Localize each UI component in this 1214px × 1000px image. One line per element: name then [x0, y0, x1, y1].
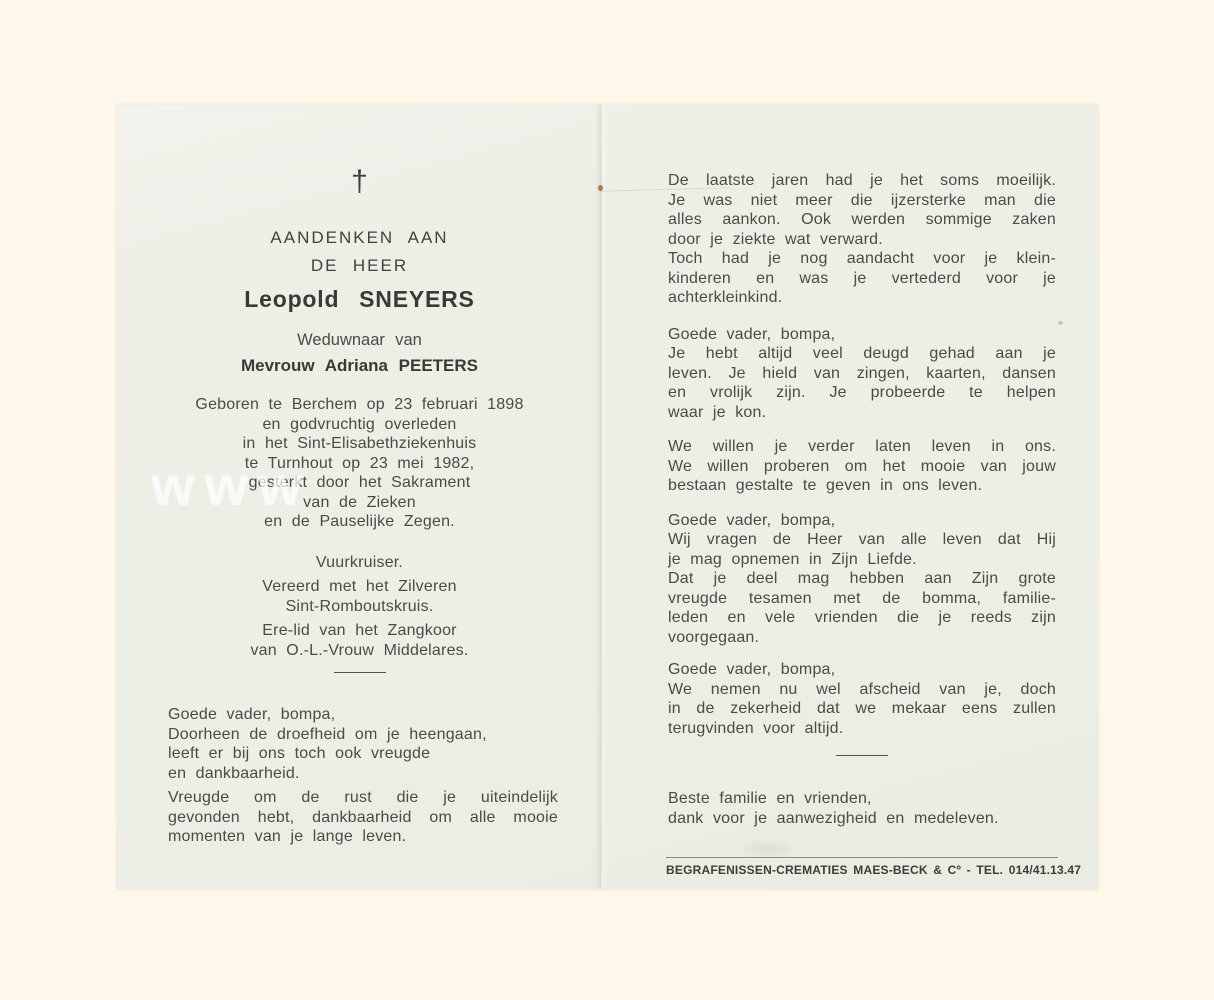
section-divider-right: [836, 755, 888, 756]
text-line: De laatste jaren had je het soms moeilijk.: [668, 172, 1056, 189]
text-line: leden en vele vrienden die je reeds zijn: [668, 609, 1056, 626]
text-line: Geboren te Berchem op 23 februari 1898: [195, 396, 524, 413]
farewell-paragraph: [668, 680, 1056, 739]
text-line: We willen je verder laten leven in ons.: [668, 438, 1056, 455]
undertaker-contact-line: BEGRAFENISSEN-CREMATIES MAES-BECK & Cº - TEL. 014/41.13.47: [666, 863, 1082, 877]
text-line: Beste familie en vrienden,: [668, 790, 872, 807]
right-page: [602, 105, 1098, 889]
text-line: waar je kon.: [668, 403, 767, 421]
text-line: We nemen nu wel afscheid van je, doch: [668, 680, 1056, 698]
text-line: je mag opnemen in Zijn Liefde.: [668, 550, 917, 568]
text-line: door je ziekte wat verward.: [668, 230, 883, 248]
memorial-header-line1: AANDENKEN AAN: [270, 228, 449, 247]
closing-paragraph-1: [168, 705, 558, 783]
relation-line: Weduwnaar van: [297, 331, 422, 349]
text-line: Goede vader, bompa,: [168, 706, 336, 723]
text-line: achterkleinkind.: [668, 289, 783, 306]
live-on-paragraph: [668, 437, 1056, 496]
address-line-1: [668, 325, 1056, 345]
intro-paragraph: [668, 171, 1056, 249]
text-line: gesterkt door het Sakrament: [248, 474, 471, 491]
reunion-heaven-paragraph: [668, 569, 1056, 647]
text-line: Dat je deel mag hebben aan Zijn grote: [668, 570, 1056, 587]
text-line: van de Zieken: [303, 493, 416, 511]
memorial-card: [117, 105, 1098, 889]
text-line: alles aankon. Ook werden sommige zaken: [668, 211, 1056, 228]
text-line: We willen proberen om het mooie van jouw: [668, 457, 1056, 475]
honor-choir-membership: [117, 621, 602, 660]
text-line: Doorheen de droefheid om je heengaan,: [168, 725, 487, 743]
text-line: gevonden hebt, dankbaarheid om alle mooie: [168, 808, 558, 826]
undertaker-footer: [666, 857, 1082, 877]
thanks-paragraph: [668, 789, 1056, 828]
text-line: en godvruchtig overleden: [262, 415, 457, 433]
text-line: Vreugde om de rust die je uiteindelijk: [168, 789, 558, 806]
left-page: [117, 105, 602, 889]
text-line: en de Pauselijke Zegen.: [264, 513, 455, 530]
text-line: te Turnhout op 23 mei 1982,: [244, 454, 475, 472]
text-line: voorgegaan.: [668, 628, 760, 646]
text-line: terugvinden voor altijd.: [668, 719, 844, 737]
text-line: Goede vader, bompa,: [668, 511, 836, 529]
text-line: en dankbaarheid.: [168, 764, 300, 782]
text-line: Vuurkruiser.: [315, 553, 404, 571]
text-line: momenten van je lange leven.: [168, 828, 407, 845]
text-line: bestaan gestalte te geven in ons leven.: [668, 477, 983, 494]
text-line: en vrolijk zijn. Je probeerde te helpen: [668, 384, 1056, 401]
prayer-paragraph: [668, 530, 1056, 569]
cross-icon: †: [351, 165, 368, 198]
honor-silver-cross: [117, 577, 602, 616]
text-line: vreugde tesamen met de bomma, familie-: [668, 589, 1056, 607]
memorial-header-line2: DE HEER: [310, 256, 409, 275]
life-joy-paragraph: [668, 344, 1056, 422]
text-line: Goede vader, bompa,: [668, 325, 836, 343]
scan-watermark: www: [151, 454, 312, 517]
text-line: Sint-Romboutskruis.: [285, 597, 434, 615]
honor-vuurkruiser: [117, 553, 602, 573]
deceased-name: Leopold SNEYERS: [244, 286, 475, 312]
closing-paragraph-2: [168, 788, 558, 847]
text-line: van O.-L.-Vrouw Middelares.: [250, 641, 469, 659]
biography-block: [117, 395, 602, 532]
grandchildren-paragraph: [668, 249, 1056, 308]
text-line: dank voor je aanwezigheid en medeleven.: [668, 809, 999, 827]
text-line: Ere-lid van het Zangkoor: [262, 622, 457, 639]
left-closing-section: [168, 705, 558, 847]
text-line: Goede vader, bompa,: [668, 661, 836, 678]
text-line: Je was niet meer die ijzersterke man die: [668, 191, 1056, 209]
spouse-name: Mevrouw Adriana PEETERS: [240, 356, 479, 375]
text-line: Wij vragen de Heer van alle leven dat Hij: [668, 531, 1056, 548]
text-line: kinderen en was je vertederd voor je: [668, 269, 1056, 287]
text-line: Je hebt altijd veel deugd gehad aan je: [668, 345, 1056, 362]
address-line-3: [668, 660, 1056, 680]
address-line-2: [668, 511, 1056, 531]
text-line: in de zekerheid dat we mekaar eens zullen: [668, 700, 1056, 717]
text-line: leeft er bij ons toch ook vreugde: [168, 745, 431, 762]
text-line: Toch had je nog aandacht voor je klein-: [668, 250, 1056, 267]
text-line: leven. Je hield van zingen, kaarten, dansen: [668, 364, 1056, 382]
text-line: in het Sint-Elisabethziekenhuis: [242, 435, 477, 452]
text-line: Vereerd met het Zilveren: [262, 578, 457, 595]
section-divider-left: [334, 672, 386, 673]
